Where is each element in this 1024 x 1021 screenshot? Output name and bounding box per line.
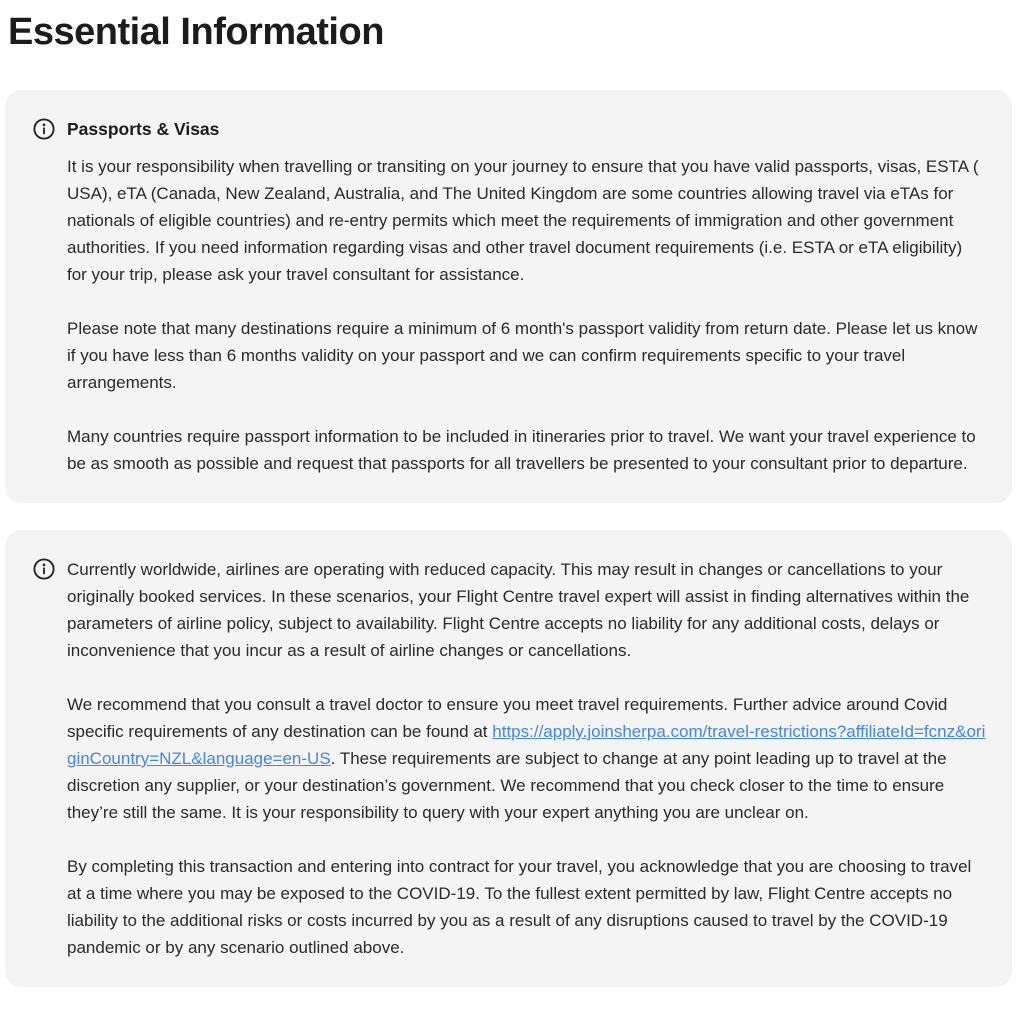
info-icon [33,558,55,580]
info-icon [33,118,55,140]
passports-paragraph-3: Many countries require passport information to be included in itineraries prior to travel. We want your travel experience to be as smooth as possible and request that passports for all travellers be presented to your consultant prior to departure. [67,427,976,473]
passports-visas-card [5,90,1012,503]
card-title: Passports & Visas [67,119,220,139]
airline-paragraph-2 [67,691,986,826]
page-title: Essential Information [8,11,384,53]
airline-paragraph-2-text-after: . These requirements are subject to change at any point leading up to travel at the discretion any supplier, or your destination’s government. We recommend that you check closer to the time to ensure they’re still the same. It is your responsibility to query with your expert anything you are unclear on. [67,749,947,822]
airline-paragraph-1: Currently worldwide, airlines are operating with reduced capacity. This may result in changes or cancellations to your originally booked services. In these scenarios, your Flight Centre travel expert will assist in finding alternatives within the parameters of airline policy, subject to availability. Flight Centre accepts no liability for any additional costs, delays or inconvenience that you incur as a result of airline changes or cancellations. [67,560,970,660]
passports-paragraph-2: Please note that many destinations require a minimum of 6 month's passport validity from return date. Please let us know if you have less than 6 months validity on your passport and we can confirm requirements specific to your travel arrangements. [67,319,978,392]
sherpa-travel-restrictions-link[interactable]: https://apply.joinsherpa.com/travel-restrictions?affiliateId=fcnz&originCountry=NZL&language=en-US [67,722,986,768]
airline-covid-notice-card [5,530,1012,987]
airline-paragraph-3: By completing this transaction and entering into contract for your travel, you acknowledge that you are choosing to travel at a time where you may be exposed to the COVID-19. To the fullest extent permitted by law, Flight Centre accepts no liability to the additional risks or costs incurred by you as a result of any disruptions caused to travel by the COVID-19 pandemic or by any scenario outlined above. [67,857,972,957]
passports-paragraph-1: It is your responsibility when travelling or transiting on your journey to ensure that you have valid passports, visas, ESTA ( USA), eTA (Canada, New Zealand, Australia, and The United Kingdom are some countries allowing travel via eTAs for nationals of eligible countries) and re-entry permits which meet the requirements of immigration and other government authorities. If you need information regarding visas and other travel document requirements (i.e. ESTA or eTA eligibility) for your trip, please ask your travel consultant for assistance. [67,157,979,284]
airline-paragraph-2-text: We recommend that you consult a travel doctor to ensure you meet travel requirements. Further advice around Covid specific requirements of any destination can be found at [67,695,948,741]
